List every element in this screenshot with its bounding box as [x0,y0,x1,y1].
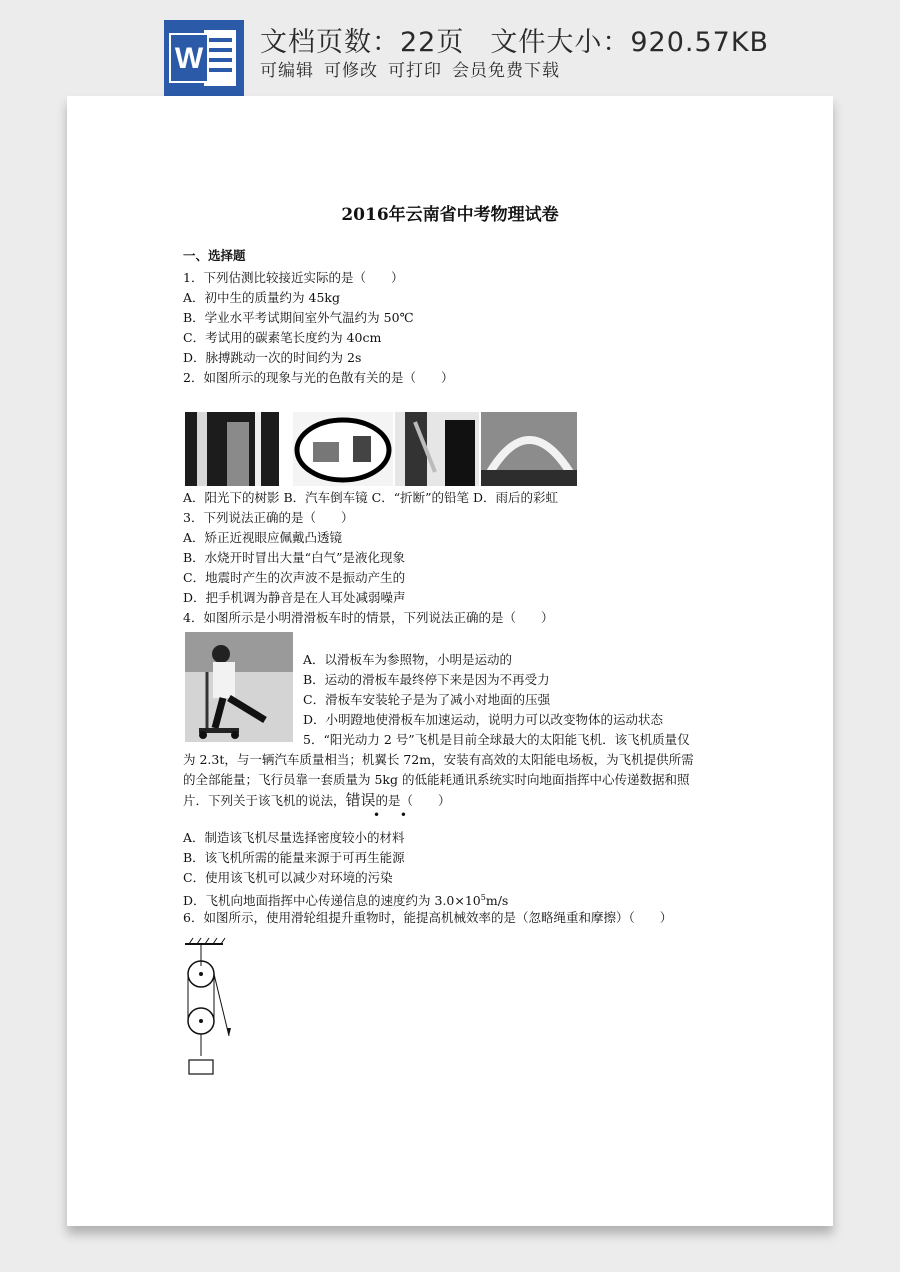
q4-option-d: D．小明蹬地使滑板车加速运动，说明力可以改变物体的运动状态 [303,712,664,727]
q2-options: A．阳光下的树影 B．汽车倒车镜 C．“折断”的铅笔 D．雨后的彩虹 [183,490,559,505]
exponent: 5 [480,893,486,902]
q1-option-b: B．学业水平考试期间室外气温约为 50℃ [183,310,414,325]
feature-printable: 可打印 [388,61,442,81]
q5-stem-end: 的是（ ） [375,793,451,808]
feature-editable: 可编辑 [260,61,314,81]
q5-option-c: C．使用该飞机可以减少对环境的污染 [183,870,393,885]
feature-modifiable: 可修改 [324,61,378,81]
word-icon [164,20,244,96]
svg-text:W: W [174,42,204,75]
rainbow-photo [481,412,577,486]
question-4: 4．如图所示是小明滑滑板车时的情景，下列说法正确的是（ ） [183,610,554,625]
q5-stem: 片．下列关于该飞机的说法， [183,793,346,808]
scooter-photo [185,632,293,742]
q5-option-d-unit: m/s [485,893,509,909]
question-5-line-2: 为 2.3t，与一辆汽车质量相当；机翼长 72m，安装有高效的太阳能电场板，为飞机提供所需 [183,752,694,767]
q1-option-a: A．初中生的质量约为 45kg [183,290,340,305]
file-info [260,20,795,59]
page-title: 2016年云南省中考物理试卷 [341,205,559,225]
page-count: 文档页数：22页 [260,27,465,58]
question-5-line-1: 5．“阳光动力 2 号”飞机是目前全球最大的太阳能飞机．该飞机质量仅 [303,732,690,747]
question-1: 1．下列估测比较接近实际的是（ ） [183,270,404,285]
question-3: 3．下列说法正确的是（ ） [183,510,354,525]
q3-option-a: A．矫正近视眼应佩戴凸透镜 [183,530,343,545]
question-6: 6．如图所示，使用滑轮组提升重物时，能提高机械效率的是（忽略绳重和摩擦）（ ） [183,910,673,925]
q1-option-d: D．脉搏跳动一次的时间约为 2s [183,350,362,365]
q5-option-b: B．该飞机所需的能量来源于可再生能源 [183,850,405,865]
pulley-diagram [179,936,239,1086]
q4-option-b: B．运动的滑板车最终停下来是因为不再受力 [303,672,550,687]
q3-option-c: C．地震时产生的次声波不是振动产生的 [183,570,406,585]
q4-option-a: A．以滑板车为参照物，小明是运动的 [303,652,513,667]
feature-free-download: 会员免费下载 [452,61,560,81]
q5-option-d-text: D．飞机向地面指挥中心传递信息的速度约为 3.0×10 [183,893,481,909]
section-heading: 一、选择题 [183,248,246,263]
q3-option-d: D．把手机调为静音是在人耳处减弱噪声 [183,590,406,605]
q3-option-b: B．水烧开时冒出大量“白气”是液化现象 [183,550,405,565]
q1-option-c: C．考试用的碳素笔长度约为 40cm [183,330,382,345]
emphasis-word: 错误 [345,791,376,809]
emphasis-dots: • • [373,808,415,822]
q4-option-c: C．滑板车安装轮子是为了减小对地面的压强 [303,692,551,707]
feature-list [260,56,570,81]
download-banner [0,0,900,96]
question-5-line-3: 的全部能量；飞行员靠一套质量为 5kg 的低能耗通讯系统实时向地面指挥中心传递数据和照 [183,772,690,787]
tree-shadow-photo [185,412,279,486]
q5-option-a: A．制造该飞机尽量选择密度较小的材料 [183,830,405,845]
car-mirror-photo [293,412,393,486]
pencil-in-water-photo [395,412,479,486]
question-2: 2．如图所示的现象与光的色散有关的是（ ） [183,370,454,385]
document-page [67,96,833,1226]
file-size: 文件大小：920.57KB [490,27,770,58]
